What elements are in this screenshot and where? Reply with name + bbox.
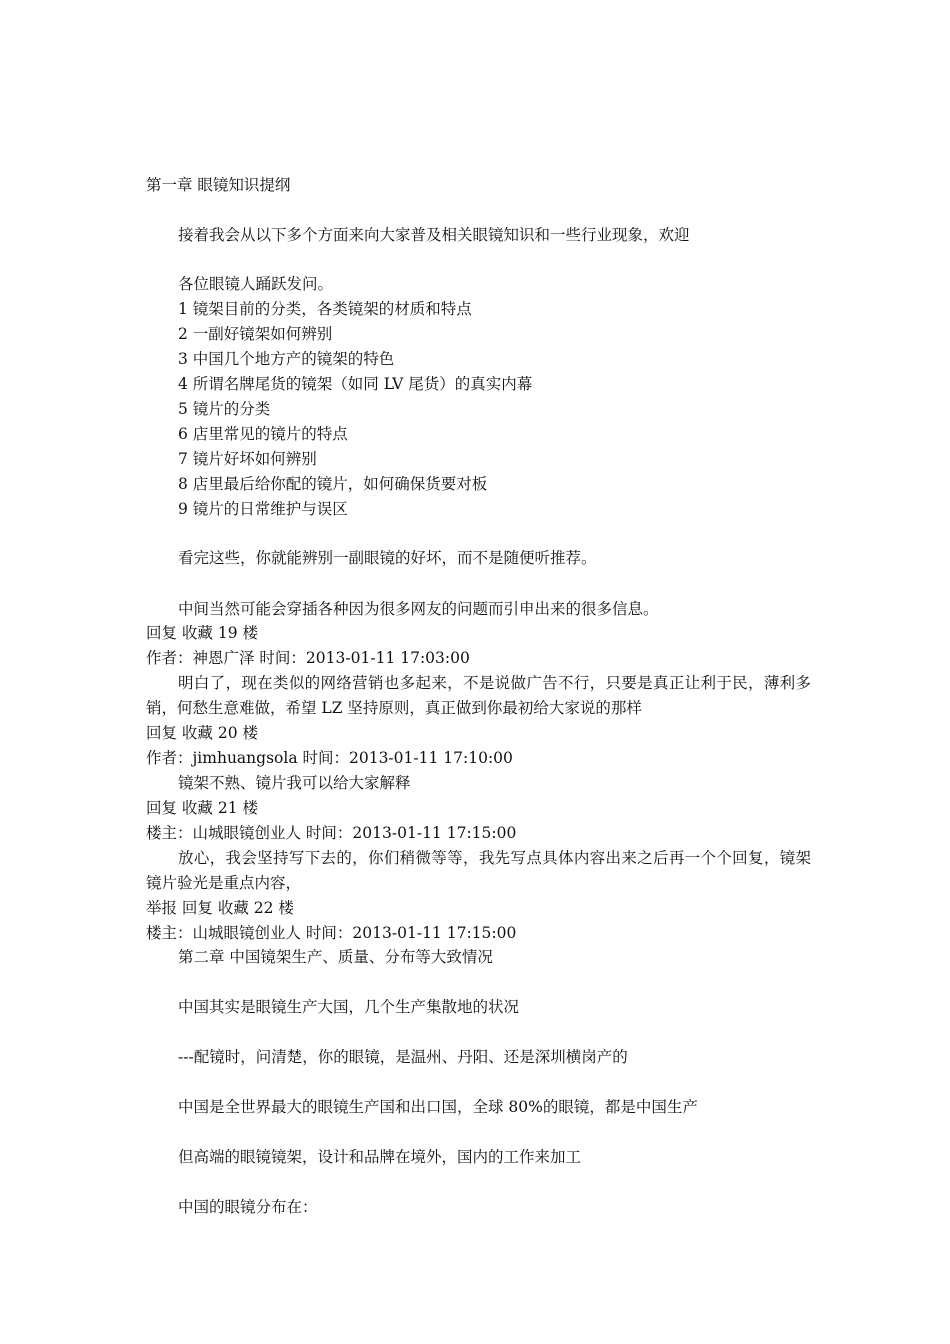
outline-item: 2 一副好镜架如何辨别 — [178, 325, 333, 343]
outline-item: 4 所谓名牌尾货的镜架（如同 LV 尾货）的真实内幕 — [178, 375, 533, 393]
post-19-body: 明白了，现在类似的网络营销也多起来，不是说做广告不行，只要是真正让利于民，薄利多销，何愁生意难做，希望 LZ 坚持原则，真正做到你最初给大家说的那样 — [146, 674, 811, 717]
chapter-2-paragraph: 但高端的眼镜镜架，设计和品牌在境外，国内的工作来加工 — [178, 1148, 582, 1166]
summary-line: 看完这些，你就能辨别一副眼镜的好坏，而不是随便听推荐。 — [178, 549, 597, 567]
post-21-author: 楼主：山城眼镜创业人 时间：2013-01-11 17:15:00 — [146, 824, 517, 842]
chapter-2-paragraph: 中国的眼镜分布在： — [178, 1198, 318, 1216]
floor-20-actions: 回复 收藏 20 楼 — [146, 724, 259, 742]
floor-22-actions: 举报 回复 收藏 22 楼 — [146, 899, 294, 917]
chapter-2-paragraph: ---配镜时，问清楚，你的眼镜，是温州、丹阳、还是深圳横岗产的 — [178, 1048, 628, 1066]
chapter-2-paragraph: 中国是全世界最大的眼镜生产国和出口国，全球 80%的眼镜，都是中国生产 — [178, 1098, 698, 1116]
post-19-author: 作者：神恩广泽 时间：2013-01-11 17:03:00 — [146, 649, 470, 667]
outline-item: 8 店里最后给你配的镜片，如何确保货要对板 — [178, 475, 488, 493]
outline-item: 6 店里常见的镜片的特点 — [178, 425, 348, 443]
post-21-body: 放心，我会坚持写下去的，你们稍微等等，我先写点具体内容出来之后再一个个回复，镜架镜片验光是重点内容， — [146, 849, 811, 892]
outline-item: 9 镜片的日常维护与误区 — [178, 500, 348, 518]
post-20-author: 作者：jimhuangsola 时间：2013-01-11 17:10:00 — [146, 749, 513, 767]
post-20-body: 镜架不熟、镜片我可以给大家解释 — [178, 774, 411, 792]
chapter-1-title: 第一章 眼镜知识提纲 — [146, 176, 291, 194]
intro-line-1: 接着我会从以下多个方面来向大家普及相关眼镜知识和一些行业现象，欢迎 — [178, 226, 690, 244]
floor-21-actions: 回复 收藏 21 楼 — [146, 799, 259, 817]
intro-line-2: 各位眼镜人踊跃发问。 — [178, 275, 334, 293]
floor-19-actions: 回复 收藏 19 楼 — [146, 624, 259, 642]
outline-item: 1 镜架目前的分类，各类镜架的材质和特点 — [178, 300, 472, 318]
post-22-author: 楼主：山城眼镜创业人 时间：2013-01-11 17:15:00 — [146, 924, 517, 942]
summary-line: 中间当然可能会穿插各种因为很多网友的问题而引申出来的很多信息。 — [178, 600, 659, 618]
chapter-2-paragraph: 中国其实是眼镜生产大国，几个生产集散地的状况 — [178, 998, 520, 1016]
outline-item: 3 中国几个地方产的镜架的特色 — [178, 350, 395, 368]
outline-item: 5 镜片的分类 — [178, 400, 271, 418]
chapter-2-title: 第二章 中国镜架生产、质量、分布等大致情况 — [178, 948, 493, 966]
outline-item: 7 镜片好坏如何辨别 — [178, 450, 317, 468]
